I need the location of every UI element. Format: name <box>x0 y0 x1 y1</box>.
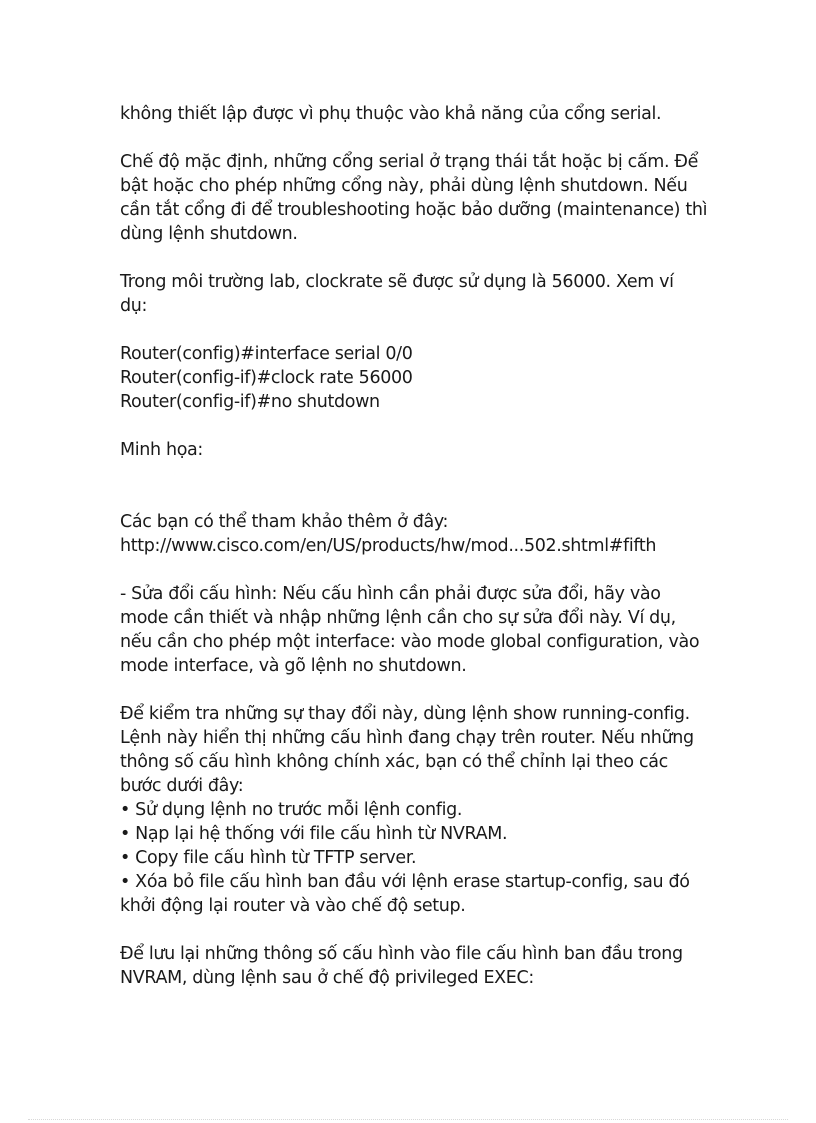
text-line: khởi động lại router và vào chế độ setup. <box>120 896 466 916</box>
text-line: Lệnh này hiển thị những cấu hình đang chạy trên router. Nếu những <box>120 728 694 748</box>
paragraph-save-config <box>120 942 710 990</box>
bullet-item: • Xóa bỏ file cấu hình ban đầu với lệnh erase startup-config, sau đó <box>120 872 690 892</box>
text-line: Minh họa: <box>120 440 203 460</box>
paragraph-router-commands <box>120 342 710 414</box>
text-line: thông số cấu hình không chính xác, bạn có thể chỉnh lại theo các <box>120 752 668 772</box>
paragraph-serial-intro <box>120 102 710 126</box>
text-line: Để lưu lại những thông số cấu hình vào file cấu hình ban đầu trong <box>120 944 683 964</box>
page-bottom-divider <box>28 1119 788 1120</box>
text-line: bật hoặc cho phép những cổng này, phải dùng lệnh shutdown. Nếu <box>120 176 688 196</box>
text-line: Trong môi trường lab, clockrate sẽ được sử dụng là 56000. Xem ví <box>120 272 674 292</box>
command-line: Router(config-if)#clock rate 56000 <box>120 368 413 388</box>
text-line: mode cần thiết và nhập những lệnh cần cho sự sửa đổi này. Ví dụ, <box>120 608 676 628</box>
command-line: Router(config-if)#no shutdown <box>120 392 380 412</box>
reference-url: http://www.cisco.com/en/US/products/hw/mod...502.shtml#fifth <box>120 536 657 556</box>
text-line: bước dưới đây: <box>120 776 244 796</box>
text-line: Để kiểm tra những sự thay đổi này, dùng lệnh show running-config. <box>120 704 690 724</box>
text-line: Các bạn có thể tham khảo thêm ở đây: <box>120 512 449 532</box>
text-line: NVRAM, dùng lệnh sau ở chế độ privileged EXEC: <box>120 968 534 988</box>
command-line: Router(config)#interface serial 0/0 <box>120 344 413 364</box>
paragraph-illustration-label <box>120 438 710 462</box>
paragraph-reference <box>120 510 710 558</box>
text-line: - Sửa đổi cấu hình: Nếu cấu hình cần phải được sửa đổi, hãy vào <box>120 584 661 604</box>
bullet-item: • Sử dụng lệnh no trước mỗi lệnh config. <box>120 800 463 820</box>
text-line: dụ: <box>120 296 148 316</box>
paragraph-clockrate <box>120 270 710 318</box>
bullet-item: • Copy file cấu hình từ TFTP server. <box>120 848 417 868</box>
text-line: cần tắt cổng đi để troubleshooting hoặc bảo dưỡng (maintenance) thì <box>120 200 708 220</box>
bullet-item: • Nạp lại hệ thống với file cấu hình từ NVRAM. <box>120 824 508 844</box>
paragraph-default-mode <box>120 150 710 246</box>
text-line: mode interface, và gõ lệnh no shutdown. <box>120 656 467 676</box>
document-body <box>120 102 710 990</box>
paragraph-verify-changes <box>120 702 710 918</box>
text-line: nếu cần cho phép một interface: vào mode global configuration, vào <box>120 632 700 652</box>
paragraph-modify-config <box>120 582 710 678</box>
text-line: Chế độ mặc định, những cổng serial ở trạng thái tắt hoặc bị cấm. Để <box>120 152 699 172</box>
text-line: dùng lệnh shutdown. <box>120 224 298 244</box>
text-line: không thiết lập được vì phụ thuộc vào khả năng của cổng serial. <box>120 104 662 124</box>
